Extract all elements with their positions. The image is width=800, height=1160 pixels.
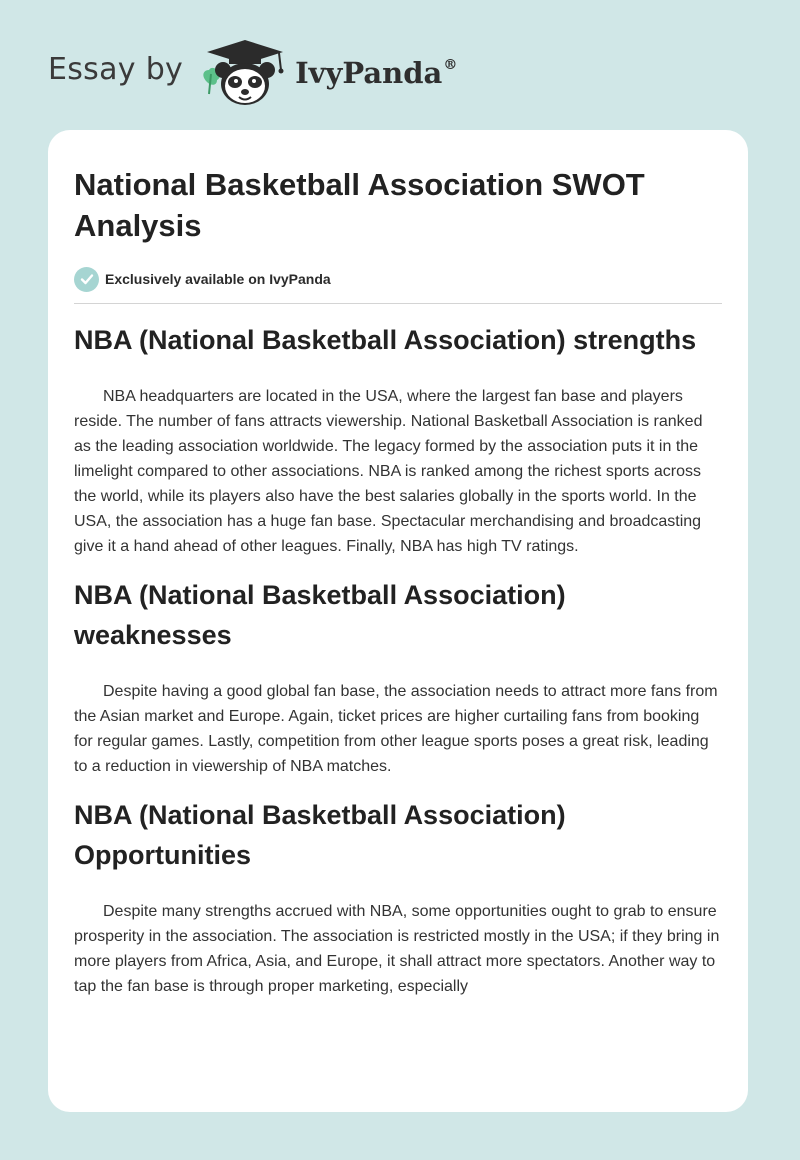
section-weaknesses [74,575,722,779]
panda-graduate-logo-icon[interactable] [199,36,289,108]
section-heading: NBA (National Basketball Association) Opportunities [74,800,566,870]
brand-name[interactable] [295,56,457,90]
section-heading: NBA (National Basketball Association) weaknesses [74,580,566,650]
check-icon [74,267,99,292]
section-heading: NBA (National Basketball Association) strengths [74,325,697,355]
article-card [48,130,748,1112]
article-title: National Basketball Association SWOT Analysis [74,167,645,243]
badge-text: Exclusively available on IvyPanda [105,271,331,287]
section-strengths [74,320,722,559]
brand-text: IvyPanda [295,56,443,90]
exclusive-badge [74,266,722,292]
section-paragraph: Despite having a good global fan base, the association needs to attract more fans from the Asian market and Europe. Again, ticket prices are higher curtailing fans from booking for regular games. Lastly, competition from other league sports poses a great risk, leading to a reduction in viewership of NBA matches. [74,683,718,775]
section-paragraph: Despite many strengths accrued with NBA, some opportunities ought to grab to ensure prosperity in the association. The association is restricted mostly in the USA; if they bring in more players from Africa, Asia, and Europe, it shall attract more spectators. Another way to tap the fan base is through proper marketing, especially [74,903,720,995]
section-opportunities [74,795,722,999]
section-paragraph: NBA headquarters are located in the USA, where the largest fan base and players reside. The number of fans attracts viewership. National Basketball Association is ranked as the leading association worldwide. The legacy formed by the association puts it in the limelight compared to other associations. NBA is ranked among the richest sports across the world, while its players also have the best salaries globally in the sports world. In the USA, the association has a huge fan base. Spectacular merchandising and broadcasting give it a hand ahead of other leagues. Finally, NBA has high TV ratings. [74,388,703,555]
site-header [48,36,457,108]
essay-by-label: Essay by [48,51,184,87]
registered-mark: ® [443,57,458,73]
divider [74,303,722,304]
